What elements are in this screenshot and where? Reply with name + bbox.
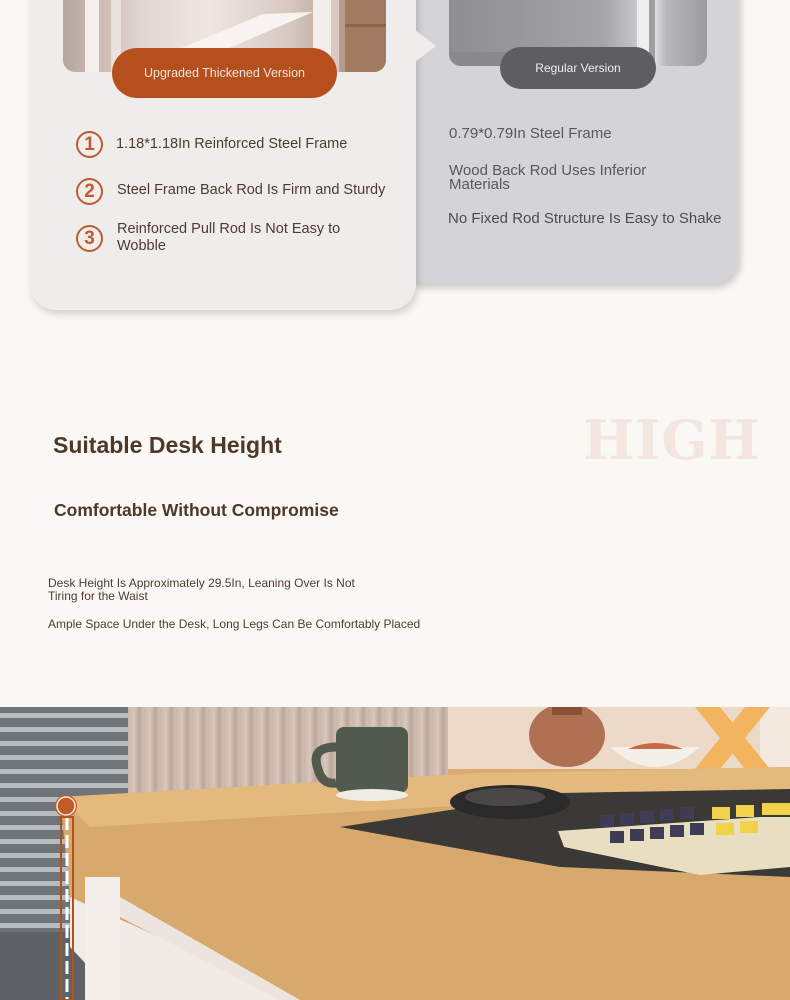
- high-watermark: HIGH: [583, 408, 761, 472]
- regular-feature-1: 0.79*0.79In Steel Frame: [449, 125, 612, 142]
- feature-number-3-icon: 3: [76, 225, 103, 252]
- height-detail-1: Desk Height Is Approximately 29.5In, Leaning Over Is Not Tiring for the Waist: [48, 576, 355, 603]
- upgraded-feature-3: Reinforced Pull Rod Is Not Easy to Wobble: [117, 221, 341, 254]
- height-detail-2: Ample Space Under the Desk, Long Legs Can Be Comfortably Placed: [48, 617, 421, 631]
- feature-number-2-icon: 2: [76, 178, 103, 205]
- upgraded-version-badge: [112, 48, 337, 98]
- regular-version-badge: [500, 47, 656, 89]
- section-title: Suitable Desk Height: [53, 432, 282, 458]
- upgraded-version-label: Upgraded Thickened Version: [144, 66, 305, 80]
- desk-scene-photo: [0, 707, 790, 1000]
- upgraded-feature-2: Steel Frame Back Rod Is Firm and Sturdy: [117, 182, 386, 198]
- feature-number-1-icon: 1: [76, 131, 103, 158]
- regular-feature-3: No Fixed Rod Structure Is Easy to Shake: [448, 210, 722, 227]
- regular-version-label: Regular Version: [535, 61, 621, 75]
- regular-feature-2: Wood Back Rod Uses Inferior Materials: [449, 162, 647, 193]
- comparison-pointer-arrow: [415, 30, 436, 62]
- section-subtitle: Comfortable Without Compromise: [54, 500, 339, 520]
- upgraded-feature-1: 1.18*1.18In Reinforced Steel Frame: [116, 136, 348, 152]
